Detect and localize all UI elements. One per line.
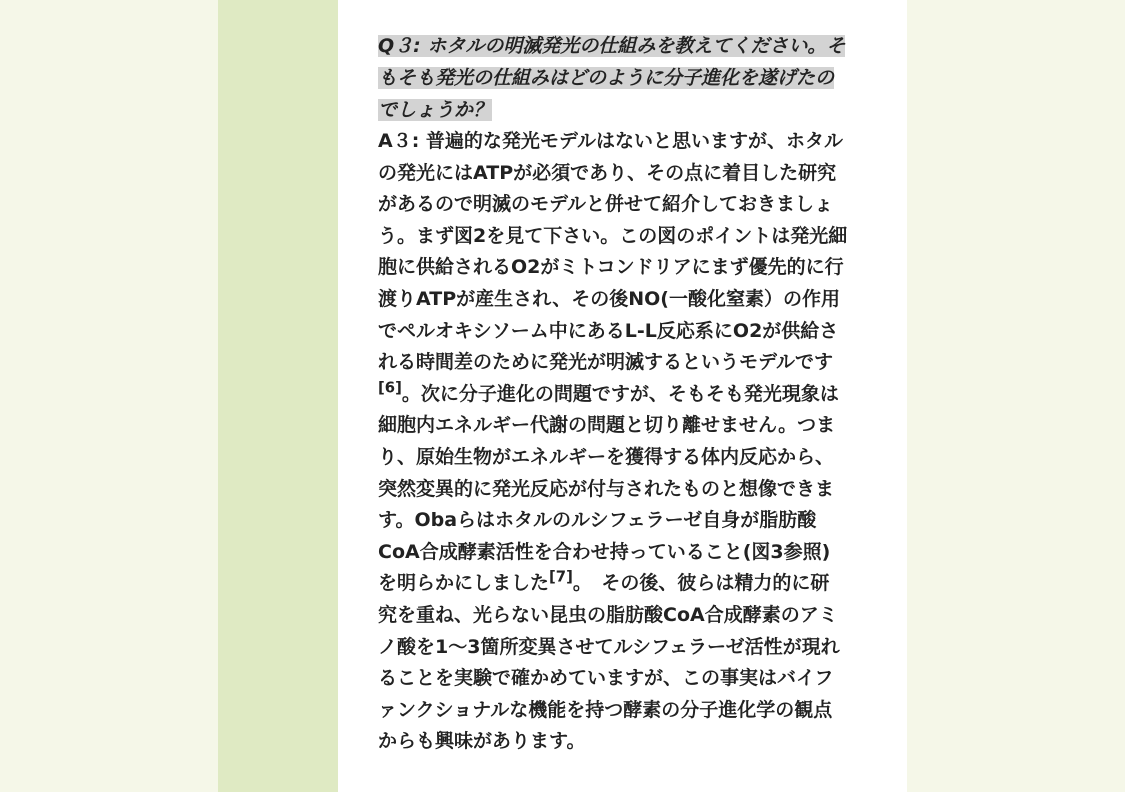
answer-line: の発光にはATPが必須であり、その点に着目した研究 <box>378 161 837 184</box>
answer-line: す。Obaらはホタルのルシフェラーゼ自身が脂肪酸 <box>378 509 817 532</box>
answer-line: 胞に供給されるO2がミトコンドリアにまず優先的に行 <box>378 256 844 279</box>
answer-line <box>378 568 870 600</box>
answer-line: れる時間差のために発光が明滅するというモデルです <box>378 351 834 374</box>
left-sidebar <box>218 0 338 792</box>
answer-line: 突然変異的に発光反応が付与されたものと想像できま <box>378 477 835 500</box>
answer-line: ァンクショナルな機能を持つ酵素の分子進化学の観点 <box>378 698 833 721</box>
answer-line: ることを実験で確かめていますが、この事実はバイフ <box>378 667 834 690</box>
question <box>378 30 870 126</box>
answer-line <box>378 379 870 411</box>
answer-text: を明らかにしました <box>378 572 550 595</box>
answer-line: でペルオキシソーム中にあるL-L反応系にO2が供給さ <box>378 319 839 342</box>
answer-line: ノ酸を1～3箇所変異させてルシフェラーゼ活性が現れ <box>378 635 840 658</box>
answer-line: があるので明滅のモデルと併せて紹介しておきましょ <box>378 193 834 216</box>
answer-line: う。まず図2を見て下さい。この図のポイントは発光細 <box>378 224 848 247</box>
answer-line: A３: 普遍的な発光モデルはないと思いますが、ホタル <box>378 130 843 152</box>
answer-line: からも興味があります。 <box>378 730 586 753</box>
question-line: でしょうか？ <box>378 99 493 121</box>
citation-ref[interactable]: [6] <box>378 379 402 397</box>
answer-line: 渡りATPが産生され、その後NO(一酸化窒素）の作用 <box>378 287 840 310</box>
qa-block <box>378 30 870 758</box>
answer-line: CoA合成酵素活性を合わせ持っていること(図3参照) <box>378 540 831 563</box>
answer-line: 究を重ね、光らない昆虫の脂肪酸CoA合成酵素のアミ <box>378 603 838 626</box>
answer <box>378 126 870 758</box>
citation-ref[interactable]: [7] <box>549 568 573 586</box>
answer-text: 。次に分子進化の問題ですが、そもそも発光現象は <box>401 382 839 405</box>
answer-line: 細胞内エネルギー代謝の問題と切り離せません。つま <box>378 414 836 437</box>
answer-line: り、原始生物がエネルギーを獲得する体内反応から、 <box>378 445 835 468</box>
answer-text: 。 その後、彼らは精力的に研 <box>572 572 830 595</box>
question-line: Q３: ホタルの明滅発光の仕組みを教えてください。そ <box>378 35 846 57</box>
question-line: もそも発光の仕組みはどのように分子進化を遂げたの <box>378 67 835 89</box>
